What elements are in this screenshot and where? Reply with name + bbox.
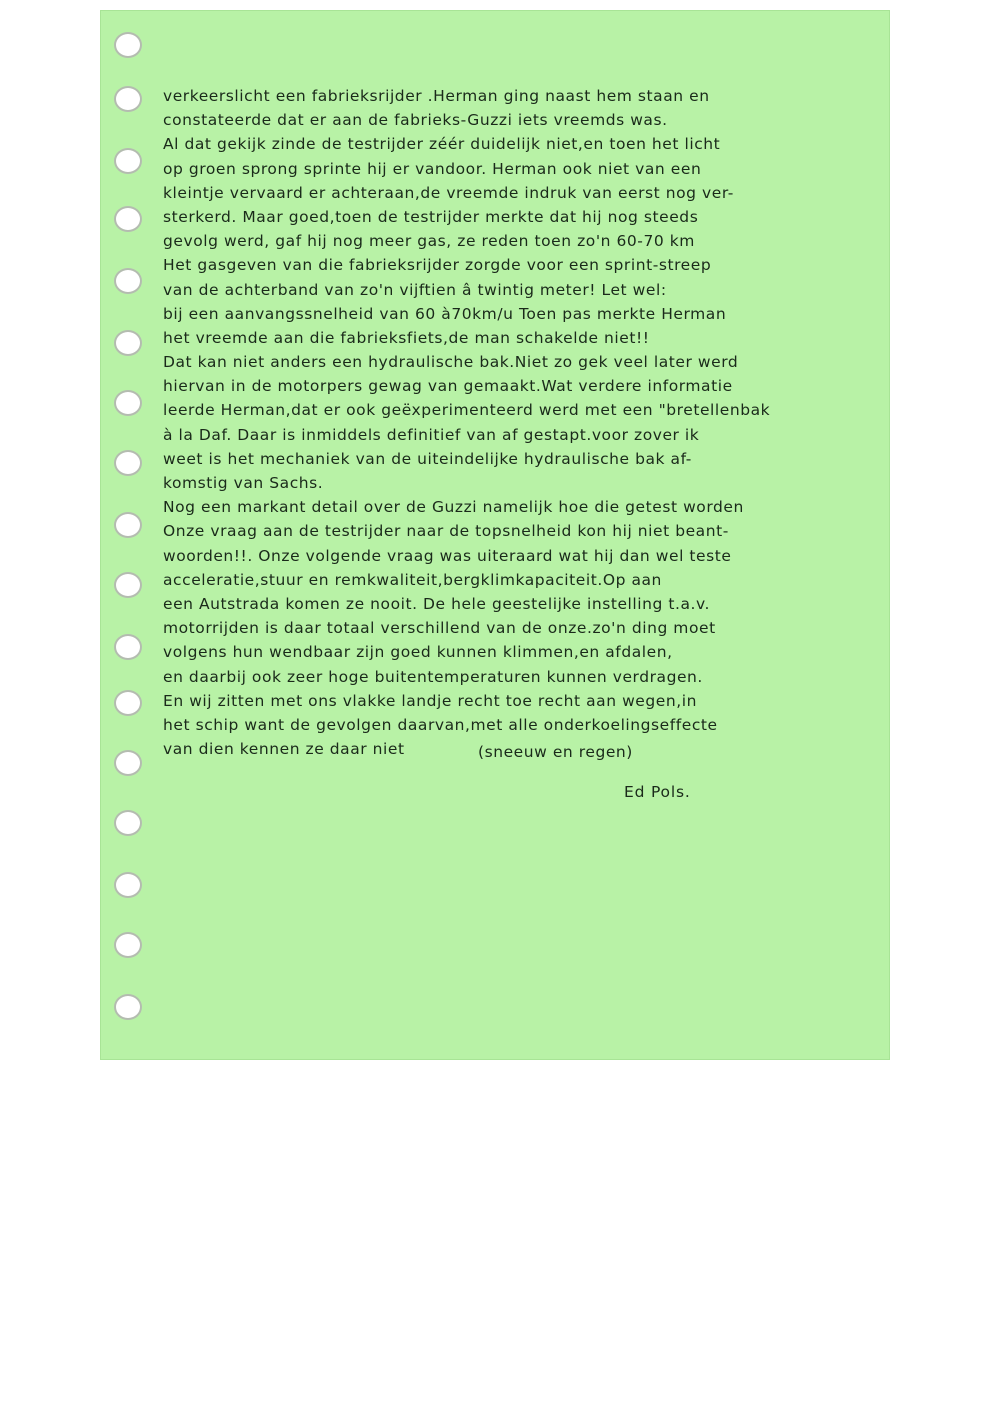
binder-hole-14 [114,810,142,836]
binder-hole-5 [114,268,142,294]
text-line: à la Daf. Daar is inmiddels definitief van af gestapt.voor zover ik [163,425,700,444]
aside-note: (sneeuw en regen) [478,743,633,761]
text-line: bij een aanvangssnelheid van 60 à70km/u Toen pas merkte Herman [163,304,727,323]
binder-hole-15 [114,872,142,898]
text-line: woorden!!. Onze volgende vraag was uiteraard wat hij dan wel teste [163,546,732,565]
text-line: van dien kennen ze daar niet [163,740,405,759]
binder-hole-7 [114,390,142,416]
text-line: komstig van Sachs. [163,474,324,492]
binder-hole-6 [114,330,142,356]
text-line: het schip want de gevolgen daarvan,met alle onderkoelingseffecte [163,715,718,734]
text-line: Onze vraag aan de testrijder naar de topsnelheid kon hij niet beant- [163,522,729,541]
binder-hole-10 [114,572,142,598]
text-line: En wij zitten met ons vlakke landje recht toe recht aan wegen,in [163,691,697,710]
binder-hole-9 [114,512,142,538]
binder-hole-13 [114,750,142,776]
text-line: en daarbij ook zeer hoge buitentemperaturen kunnen verdragen. [163,667,703,686]
binder-hole-3 [114,148,142,174]
text-line: kleintje vervaard er achteraan,de vreemde indruk van eerst nog ver- [163,183,734,202]
text-line: hiervan in de motorpers gewag van gemaakt.Wat verdere informatie [163,377,733,396]
text-line: op groen sprong sprinte hij er vandoor. Herman ook niet van een [163,159,702,178]
text-line: acceleratie,stuur en remkwaliteit,bergklimkapaciteit.Op aan [163,570,662,589]
binder-hole-8 [114,450,142,476]
text-line: van de achterband van zo'n vijftien â twintig meter! Let wel: [163,280,667,299]
binder-hole-12 [114,690,142,716]
text-line: verkeerslicht een fabrieksrijder .Herman ging naast hem staan en [163,87,710,105]
binder-hole-17 [114,994,142,1020]
signature: Ed Pols. [624,783,691,801]
text-line: een Autstrada komen ze nooit. De hele geestelijke instelling t.a.v. [163,594,710,613]
text-line: het vreemde aan die fabrieksfiets,de man schakelde niet!! [163,328,650,347]
binder-hole-2 [114,86,142,112]
text-line: Nog een markant detail over de Guzzi namelijk hoe die getest worden [163,498,744,517]
binder-hole-4 [114,206,142,232]
text-line: motorrijden is daar totaal verschillend van de onze.zo'n ding moet [163,619,716,638]
text-line: constateerde dat er aan de fabrieks-Guzzi iets vreemds was. [163,111,668,130]
binder-hole-11 [114,634,142,660]
text-line: gevolg werd, gaf hij nog meer gas, ze reden toen zo'n 60-70 km [163,232,695,251]
text-line: Dat kan niet anders een hydraulische bak.Niet zo gek veel later werd [163,353,739,372]
text-line: volgens hun wendbaar zijn goed kunnen klimmen,en afdalen, [163,643,673,662]
text-line: sterkerd. Maar goed,toen de testrijder merkte dat hij nog steeds [163,207,699,226]
text-line: leerde Herman,dat er ook geëxperimenteerd werd met een "bretellenbak [163,401,771,420]
binder-hole-1 [114,32,142,58]
text-line: weet is het mechaniek van de uiteindelijke hydraulische bak af- [163,449,692,468]
body-text [163,84,863,761]
text-line: Al dat gekijk zinde de testrijder zéér duidelijk niet,en toen het licht [163,135,721,154]
text-line: Het gasgeven van die fabrieksrijder zorgde voor een sprint-streep [163,256,712,275]
binder-hole-16 [114,932,142,958]
